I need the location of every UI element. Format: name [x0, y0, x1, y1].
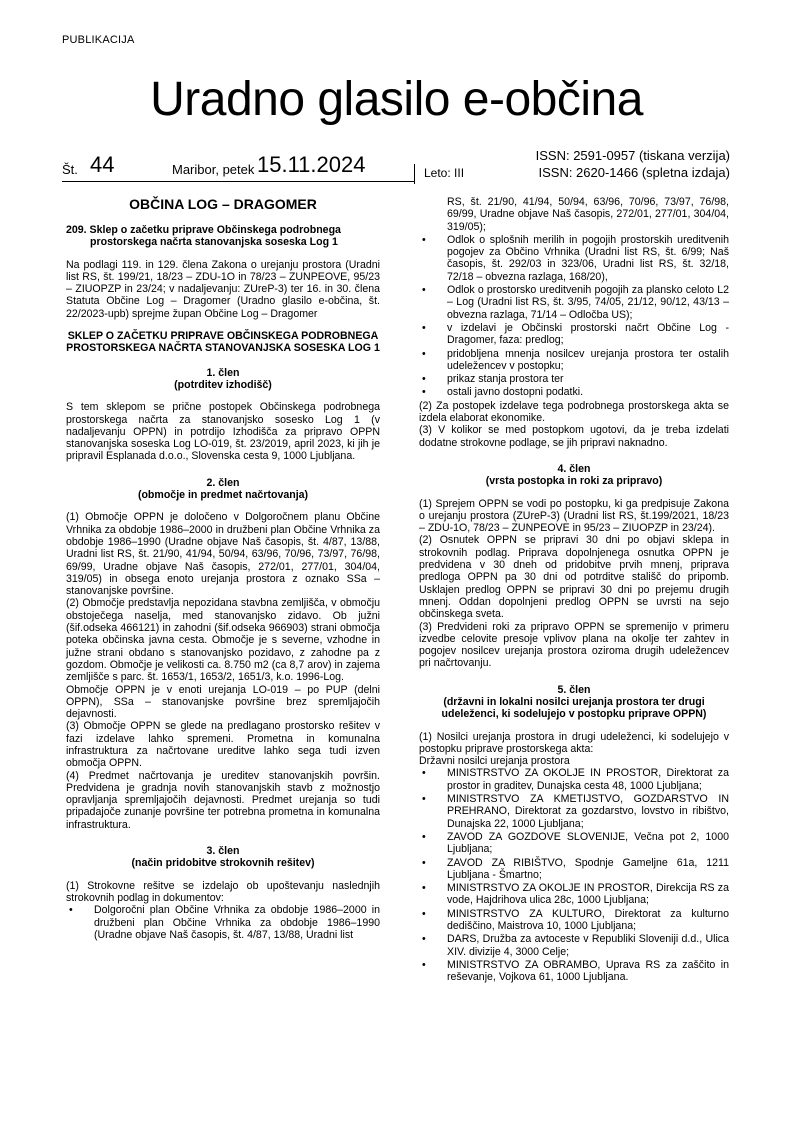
- masthead-title: Uradno glasilo e-občina: [150, 73, 643, 126]
- bullet-icon: •: [422, 233, 426, 246]
- article-3-paragraph-1: (1) Strokovne rešitve se izdelajo ob upoštevanju naslednjih strokovnih podlag in dokumentov:: [66, 879, 380, 904]
- issue-date: 15.11.2024: [257, 152, 366, 177]
- article-2-paragraph-5: (4) Predmet načrtovanja je ureditev stanovanjskih površin. Predvidena je gradnja novih stanovanjskih stavb z možnostjo opravljanja spremljajočih dejavnosti. Predmet urejanja so tudi pripadajoče zunanje površine ter potrebna prometna in komunalna infrastruktura.: [66, 769, 380, 831]
- article-2-paragraph-3: Območje OPPN je v enoti urejanja LO-019 – po PUP (delni OPPN), SSa – stanovanjske površine brez spremljajočih dejavnosti.: [66, 683, 380, 721]
- issue-number: 44: [90, 152, 115, 177]
- article-2-number: 2. člen: [206, 476, 240, 489]
- list-item: • pridobljena mnenja nosilcev urejanja prostora ter ostalih udeležencev v postopku;: [422, 347, 729, 372]
- article-5-heading: [419, 684, 729, 721]
- issue-number-label: Št.: [62, 162, 78, 177]
- planning-holders-list: [419, 767, 729, 983]
- list-item: • MINISTRSTVO ZA OKOLJE IN PROSTOR, Direkcija RS za vode, Hajdrihova ulica 28c, 1000 Ljubljana;: [422, 882, 729, 907]
- article-2-paragraph-1: (1) Območje OPPN je določeno v Dolgoročnem planu Občine Vrhnika za obdobje 1986–2000 in družbeni plan Občine Vrhnika za obdobje 1986–1990 (Uradne objave Naš časopis, št. 4/87, 13/88, Uradni list RS, št. 21/90, 41/94, 50/94, 63/96, 70/96, 73/97, 76/98, 69/99, Uradne objave Naš časopis, 272/01, 277/01, 304/04, 319/05) in obsega enoto urejanja prostora z oznako SSa – stanovanjske površine.: [66, 511, 380, 598]
- list-item: • MINISTRSTVO ZA KULTURO, Direktorat za kulturno dediščino, Maistrova 10, 1000 Ljubljana;: [422, 907, 729, 933]
- article-4-paragraph-2: (2) Osnutek OPPN se pripravi 30 dni po objavi sklepa in strokovnih podlag. Priprava dopolnjenega osnutka OPPN je predvidena v 30 dneh od pridobitve prvih mnenj, priprava predloga OPPN pa 30 dni od potrditve stališč do pripomb. Usklajen predlog OPPN se pripravi 30 dni po prejemu drugih mnenj. Oddan dopolnjeni predlog OPPN se uvrsti na sejo občinskega sveta.: [419, 534, 729, 621]
- left-column: [66, 196, 380, 942]
- header-divider-vertical: [414, 164, 415, 184]
- right-column: [419, 196, 729, 985]
- preamble: Na podlagi 119. in 129. člena Zakona o urejanju prostora (Uradni list RS, št. 199/21, 18/23 – ZDU-1O in 78/23 – ZUNPEOVE, 95/23 – ZIUOPZP in 23/24; v nadaljevanju: ZUreP-3) ter 16. in 30. člena Statuta Občine Log – Dragomer (Uradno glasilo e-občina, št. 22/2023-upb) sprejme župan Občine Log – Dragomer: [66, 258, 380, 320]
- article-5-number: 5. člen: [557, 683, 591, 696]
- article-5-title: (državni in lokalni nosilci urejanja prostora ter drugi udeleženci, ki sodelujejo v postopku priprave OPPN): [441, 695, 707, 721]
- bullet-icon: •: [422, 856, 426, 869]
- list-item: • ZAVOD ZA RIBIŠTVO, Spodnje Gameljne 61a, 1211 Ljubljana - Šmartno;: [422, 856, 729, 881]
- publication-label: PUBLIKACIJA: [62, 34, 135, 46]
- article-3-paragraph-3: (3) V kolikor se med postopkom ugotovi, da je treba izdelati dodatne strokovne podlage, se jih pripravi naknadno.: [419, 424, 729, 449]
- article-1-text: S tem sklepom se prične postopek Občinskega podrobnega prostorskega načrta za stanovanjsko sosesko Log 1 (v nadaljevanju OPPN) in potrdijo Izhodišča za pripravo OPPN stanovanjska soseska Log LO-019, št. 23/2019, april 2023, ki jih je pripravil Esplanada d.o.o., Slovenska cesta 9, 1000 Ljubljana.: [66, 401, 380, 463]
- article-2-title: (območje in predmet načrtovanja): [137, 489, 309, 502]
- list-item: • MINISTRSTVO ZA OKOLJE IN PROSTOR, Direktorat za prostor in graditev, Dunajska cesta 48, 1000 Ljubljana;: [422, 767, 729, 792]
- list-item: • Dolgoročni plan Občine Vrhnika za obdobje 1986–2000 in družbeni plan Občine Vrhnika za obdobje 1986–1990 (Uradne objave Naš časopis, št. 4/87, 13/88, Uradni list: [69, 904, 380, 941]
- article-2-paragraph-4: (3) Območje OPPN se glede na predlagano prostorsko rešitev v fazi izdelave lahko spremeni. Prometna in komunalna infrastruktura za načrtovane ureditve lahko sega tudi izven območja OPPN.: [66, 720, 380, 770]
- decision-title: SKLEP O ZAČETKU PRIPRAVE OBČINSKEGA PODROBNEGA PROSTORSKEGA NAČRTA STANOVANJSKA SOSESKA LOG 1: [66, 330, 380, 355]
- issn-web: ISSN: 2620-1466 (spletna izdaja): [538, 165, 730, 180]
- list-item: • ostali javno dostopni podatki.: [422, 386, 584, 399]
- bullet-icon: •: [422, 907, 426, 920]
- bullet-icon: •: [422, 386, 426, 399]
- bullet-icon: •: [422, 958, 426, 971]
- article-3-title: (način pridobitve strokovnih rešitev): [131, 857, 315, 870]
- header-divider-horizontal: [62, 181, 414, 182]
- document-title: [66, 224, 380, 249]
- list-item: • DARS, Družba za avtoceste v Republiki Sloveniji d.d., Ulica XIV. divizije 4, 3000 Celje;: [422, 933, 729, 958]
- bullet-icon: •: [422, 767, 426, 780]
- list-item: • MINISTRSTVO ZA OBRAMBO, Uprava RS za zaščito in reševanje, Vojkova 61, 1000 Ljubljana.: [422, 958, 729, 984]
- document-title-line-2: prostorskega načrta stanovanjska soseska Log 1: [90, 236, 338, 249]
- bullet-icon: •: [422, 321, 426, 334]
- article-1-heading: [66, 367, 380, 392]
- document-title-line-1: 209. Sklep o začetku priprave Občinskega podrobnega: [66, 224, 341, 236]
- bullet-icon: •: [422, 347, 426, 360]
- article-3-number: 3. člen: [206, 845, 240, 858]
- issue-volume: Leto: III: [424, 166, 465, 180]
- list-item: • MINISTRSTVO ZA KMETIJSTVO, GOZDARSTVO IN PREHRANO, Direktorat za gozdarstvo, lovstvo in ribištvo, Dunajska 22, 1000 Ljubljana;: [422, 793, 729, 830]
- issn-print: ISSN: 2591-0957 (tiskana verzija): [535, 148, 730, 163]
- article-2-paragraph-2: (2) Območje predstavlja nepozidana stavbna zemljišča, v območju obstoječega naselja, med stanovanjsko zidavo. Ob južni (šif.odseka 466121) in zahodni (šif.odseka 966903) strani območja poteka občinska javna cesta. Območje je s severne, vzhodne in južne strani obdano s stanovanjsko pozidavo, z zahodne pa z gozdom. Območje je velikosti ca. 8.750 m2 (ca 8,7 arov) in zajema zemljišče s parc. št. 1653/1, 1653/2, 1651/3, k.o. 1996-Log.: [66, 597, 380, 684]
- article-5-paragraph-1: (1) Nosilci urejanja prostora in drugi udeleženci, ki sodelujejo v postopku priprave prostorskega akta:: [419, 730, 729, 755]
- list-item: • prikaz stanja prostora ter: [422, 373, 564, 386]
- bullet-icon: •: [422, 284, 426, 297]
- list-item: • ZAVOD ZA GOZDOVE SLOVENIJE, Večna pot 2, 1000 Ljubljana;: [422, 830, 729, 856]
- article-3-list-continued: [419, 196, 729, 399]
- list-item: • v izdelavi je Občinski prostorski načrt Občine Log - Dragomer, faza: predlog;: [422, 321, 729, 347]
- bullet-icon: •: [422, 830, 426, 843]
- issue-header: [62, 148, 730, 182]
- list-item: • Odlok o splošnih merilih in pogojih prostorskih ureditvenih pogojev za Občino Vrhnika (Uradni list RS, št. 6/99; Naš časopis, št. 292/03 in 323/06, Uradni list RS, št. 32/18, 72/18 – obvezna razlaga, 168/20),: [422, 233, 729, 283]
- bullet-icon: •: [69, 904, 73, 917]
- article-4-paragraph-1: (1) Sprejem OPPN se vodi po postopku, ki ga predpisuje Zakona o urejanju prostora (ZUreP-3) (Uradni list RS, št.199/2021, 18/23 – ZDU-1O, 78/23 – ZUNPEOVE in 95/23 – ZIUOPZP in 23/24).: [419, 497, 729, 535]
- article-4-heading: [419, 463, 729, 488]
- municipality-heading: OBČINA LOG – DRAGOMER: [129, 196, 317, 212]
- bullet-icon: •: [422, 373, 426, 386]
- article-5-subheading: Državni nosilci urejanja prostora: [419, 755, 570, 768]
- article-3-paragraph-2: (2) Za postopek izdelave tega podrobnega prostorskega akta se izdela elaborat ekonomike.: [419, 399, 729, 425]
- list-item: • Odlok o prostorsko ureditvenih pogojih za plansko celoto L2 – Log (Uradni list RS, št. 3/95, 74/05, 21/12, 90/12, 43/13 – obvezna razlaga, 71/14 – Odločba US);: [422, 284, 729, 321]
- bullet-icon: •: [422, 882, 426, 895]
- article-1-number: 1. člen: [206, 366, 240, 379]
- bullet-icon: •: [422, 793, 426, 806]
- article-3-heading: [66, 845, 380, 870]
- article-4-number: 4. člen: [557, 462, 591, 475]
- bullet-icon: •: [422, 933, 426, 946]
- issue-place: Maribor, petek: [172, 162, 255, 177]
- article-1-title: (potrditev izhodišč): [174, 378, 272, 391]
- article-2-heading: [66, 477, 380, 502]
- article-3-list: [66, 904, 380, 941]
- article-4-title: (vrsta postopka in roki za pripravo): [485, 475, 663, 488]
- list-item: RS, št. 21/90, 41/94, 50/94, 63/96, 70/96, 73/97, 76/98, 69/99, Uradne objave Naš časopis, 272/01, 277/01, 304/04, 319/05);: [447, 196, 729, 233]
- article-4-paragraph-3: (3) Predvideni roki za pripravo OPPN se spremenijo v primeru izvedbe celovite presoje vplivov plana na okolje ter zahtev in pogojev nosilcev urejanja prostora oziroma drugih udeležencev pri načrtovanju.: [419, 620, 729, 670]
